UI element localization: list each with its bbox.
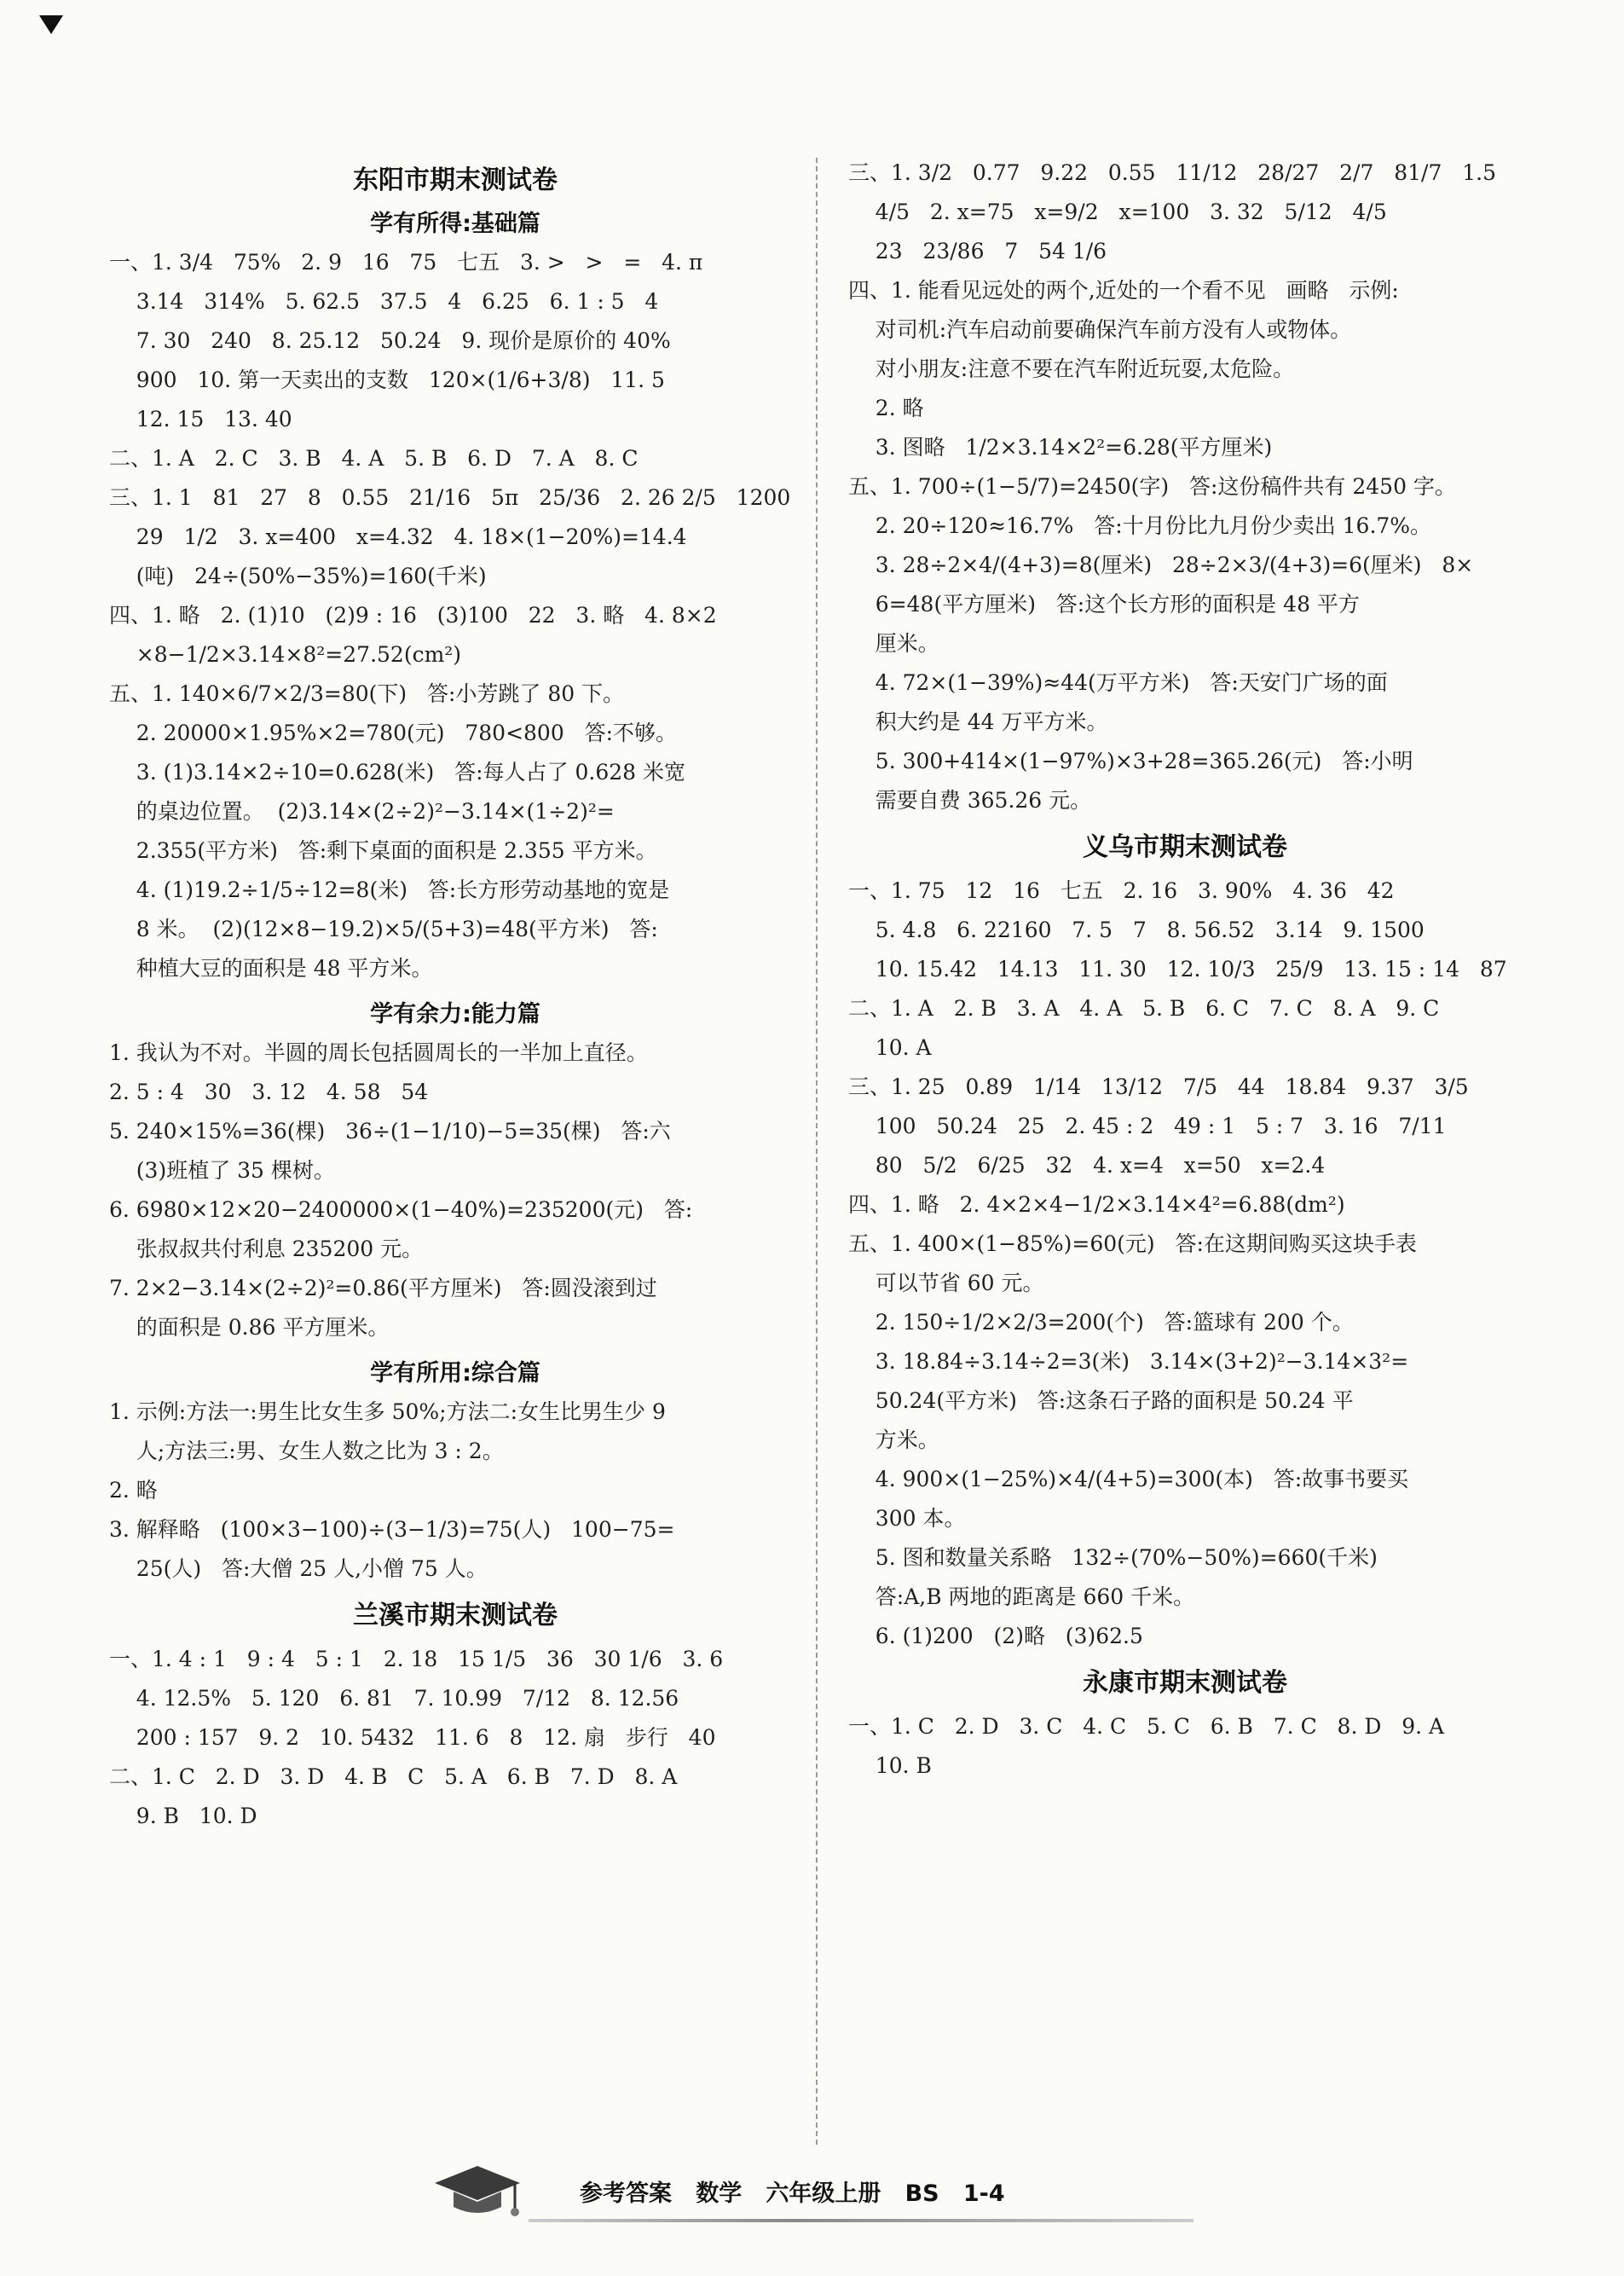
answer-line: 1. 示例:方法一:男生比女生多 50%;方法二:女生比男生少 9 — [109, 1399, 666, 1424]
answer-line: 一、1. 75 12 16 七五 2. 16 3. 90% 4. 36 42 — [848, 878, 1395, 903]
answer-line: 2. 20000×1.95%×2=780(元) 780<800 答:不够。 — [109, 721, 677, 745]
answer-line: 7. 30 240 8. 25.12 50.24 9. 现价是原价的 40% — [109, 328, 671, 353]
answer-line: 100 50.24 25 2. 45 : 2 49 : 1 5 : 7 3. 16 7/11 — [848, 1114, 1447, 1138]
answer-line: 的桌边位置。 (2)3.14×(2÷2)²−3.14×(1÷2)²= — [109, 799, 615, 824]
answer-line: 23 23/86 7 54 1/6 — [848, 239, 1107, 264]
answer-line: 6. 6980×12×20−2400000×(1−40%)=235200(元) 答: — [109, 1197, 693, 1222]
answer-line: 2. 略 — [109, 1478, 158, 1503]
answer-line: 4. 12.5% 5. 120 6. 81 7. 10.99 7/12 8. 12.56 — [109, 1686, 679, 1711]
answer-line: 三、1. 3/2 0.77 9.22 0.55 11/12 28/27 2/7 81/7 1.5 — [848, 160, 1496, 185]
answer-line: 300 本。 — [848, 1506, 966, 1531]
answer-line: 4/5 2. x=75 x=9/2 x=100 3. 32 5/12 4/5 — [848, 200, 1387, 224]
answer-line: 3. 28÷2×4/(4+3)=8(厘米) 28÷2×3/(4+3)=6(厘米) 8× — [848, 553, 1474, 577]
answer-line: 四、1. 略 2. 4×2×4−1/2×3.14×4²=6.88(dm²) — [848, 1192, 1345, 1217]
answer-line: 二、1. C 2. D 3. D 4. B C 5. A 6. B 7. D 8. A — [109, 1764, 678, 1789]
answer-line: 3. 18.84÷3.14÷2=3(米) 3.14×(3+2)²−3.14×3²= — [848, 1349, 1409, 1374]
answer-line: 厘米。 — [848, 631, 939, 656]
answer-line: 7. 2×2−3.14×(2÷2)²=0.86(平方厘米) 答:圆没滚到过 — [109, 1276, 657, 1300]
answer-line: 对小朋友:注意不要在汽车附近玩耍,太危险。 — [848, 356, 1295, 381]
answer-line: 8 米。 (2)(12×8−19.2)×5/(5+3)=48(平方米) 答: — [109, 917, 658, 941]
answer-line: 四、1. 略 2. (1)10 (2)9 : 16 (3)100 22 3. 略 4. 8×2 — [109, 603, 717, 628]
answer-line: 一、1. 4 : 1 9 : 4 5 : 1 2. 18 15 1/5 36 30 1/6 3. 6 — [109, 1647, 724, 1671]
answer-line: 10. A — [848, 1035, 932, 1060]
answer-line: (3)班植了 35 棵树。 — [109, 1158, 335, 1183]
dongyang-comprehensive-answers — [109, 1393, 801, 1589]
answer-line: 五、1. 400×(1−85%)=60(元) 答:在这期间购买这块手表 — [848, 1231, 1417, 1256]
yiwu-answers — [848, 872, 1522, 1656]
answer-line: (吨) 24÷(50%−35%)=160(千米) — [109, 564, 487, 588]
answer-line: 9. B 10. D — [109, 1804, 257, 1828]
answer-line: 3. 图略 1/2×3.14×2²=6.28(平方厘米) — [848, 435, 1273, 460]
answer-line: 50.24(平方米) 答:这条石子路的面积是 50.24 平 — [848, 1388, 1354, 1413]
answer-line: 五、1. 140×6/7×2/3=80(下) 答:小芳跳了 80 下。 — [109, 681, 625, 706]
dongyang-ability-answers — [109, 1034, 801, 1347]
subtitle-basic: 学有所得:基础篇 — [370, 211, 540, 237]
answer-line: 五、1. 700÷(1−5/7)=2450(字) 答:这份稿件共有 2450 字。 — [848, 474, 1456, 499]
answer-line: 可以节省 60 元。 — [848, 1271, 1044, 1295]
dongyang-basic-answers — [109, 243, 801, 988]
answer-line: 二、1. A 2. B 3. A 4. A 5. B 6. C 7. C 8. A 9. C — [848, 996, 1440, 1021]
answer-line: 5. 4.8 6. 22160 7. 5 7 8. 56.52 3.14 9. 1500 — [848, 918, 1425, 942]
answer-line: 答:A,B 两地的距离是 660 千米。 — [848, 1584, 1195, 1609]
answer-line: 5. 300+414×(1−97%)×3+28=365.26(元) 答:小明 — [848, 749, 1413, 773]
answer-line: 张叔叔共付利息 235200 元。 — [109, 1236, 424, 1261]
footer-label: 参考答案 数学 六年级上册 BS 1-4 — [580, 2180, 1005, 2207]
footer-rule — [529, 2219, 1193, 2222]
column-divider — [816, 158, 818, 2145]
left-column — [109, 153, 801, 1836]
lanxi-answers — [109, 1640, 801, 1836]
section-title-lanxi: 兰溪市期末测试卷 — [353, 1601, 558, 1630]
answer-line: 积大约是 44 万平方米。 — [848, 709, 1108, 734]
answer-line: 4. (1)19.2÷1/5÷12=8(米) 答:长方形劳动基地的宽是 — [109, 877, 670, 902]
answer-line: 4. 900×(1−25%)×4/(4+5)=300(本) 答:故事书要买 — [848, 1467, 1409, 1491]
graduation-cap-icon — [426, 2154, 529, 2231]
answer-line: 2. 略 — [848, 396, 924, 420]
lanxi-continued-answers — [848, 153, 1522, 820]
answer-line: 6. (1)200 (2)略 (3)62.5 — [848, 1624, 1143, 1648]
section-title-dongyang: 东阳市期末测试卷 — [353, 165, 558, 195]
answer-line: 5. 240×15%=36(棵) 36÷(1−1/10)−5=35(棵) 答:六 — [109, 1119, 671, 1144]
answer-line: 900 10. 第一天卖出的支数 120×(1/6+3/8) 11. 5 — [109, 368, 665, 392]
answer-line: 四、1. 能看见远处的两个,近处的一个看不见 画略 示例: — [848, 278, 1399, 303]
answer-line: 一、1. C 2. D 3. C 4. C 5. C 6. B 7. C 8. D 9. A — [848, 1714, 1445, 1739]
answer-line: 12. 15 13. 40 — [109, 407, 292, 431]
answer-line: 10. 15.42 14.13 11. 30 12. 10/3 25/9 13. 15 : 14 87 — [848, 957, 1507, 982]
answer-line: 3. 解释略 (100×3−100)÷(3−1/3)=75(人) 100−75= — [109, 1517, 675, 1542]
answer-line: 人;方法三:男、女生人数之比为 3 : 2。 — [109, 1439, 504, 1463]
answer-line: 200 : 157 9. 2 10. 5432 11. 6 8 12. 扇 步行 40 — [109, 1725, 716, 1750]
right-column — [848, 153, 1522, 1786]
answer-line: 3.14 314% 5. 62.5 37.5 4 6.25 6. 1 : 5 4 — [109, 289, 659, 314]
answer-line: 一、1. 3/4 75% 2. 9 16 75 七五 3. > > = 4. π — [109, 250, 703, 275]
answer-line: 1. 我认为不对。半圆的周长包括圆周长的一半加上直径。 — [109, 1040, 648, 1065]
answer-line: 对司机:汽车启动前要确保汽车前方没有人或物体。 — [848, 317, 1352, 342]
answer-line: 2. 20÷120≈16.7% 答:十月份比九月份少卖出 16.7%。 — [848, 513, 1432, 538]
subtitle-comprehensive: 学有所用:综合篇 — [370, 1360, 540, 1387]
answer-line: 10. B — [848, 1753, 932, 1778]
answer-line: ×8−1/2×3.14×8²=27.52(cm²) — [109, 642, 462, 667]
answer-line: 5. 图和数量关系略 132÷(70%−50%)=660(千米) — [848, 1545, 1378, 1570]
page-footer — [409, 2149, 1262, 2243]
answer-line: 三、1. 1 81 27 8 0.55 21/16 5π 25/36 2. 26 2/5 1200 — [109, 485, 791, 510]
answer-line: 4. 72×(1−39%)≈44(万平方米) 答:天安门广场的面 — [848, 670, 1388, 695]
answer-line: 需要自费 365.26 元。 — [848, 788, 1092, 813]
yongkang-answers — [848, 1707, 1522, 1786]
answer-line: 三、1. 25 0.89 1/14 13/12 7/5 44 18.84 9.37 3/5 — [848, 1074, 1469, 1099]
answer-line: 3. (1)3.14×2÷10=0.628(米) 答:每人占了 0.628 米宽 — [109, 760, 686, 785]
answer-line: 29 1/2 3. x=400 x=4.32 4. 18×(1−20%)=14.4 — [109, 524, 687, 549]
subtitle-ability: 学有余力:能力篇 — [370, 1001, 540, 1028]
answer-line: 的面积是 0.86 平方厘米。 — [109, 1315, 390, 1340]
answer-line: 2. 150÷1/2×2/3=200(个) 答:篮球有 200 个。 — [848, 1310, 1354, 1335]
answer-line: 6=48(平方厘米) 答:这个长方形的面积是 48 平方 — [848, 592, 1360, 617]
answer-line: 25(人) 答:大僧 25 人,小僧 75 人。 — [109, 1556, 488, 1581]
answer-line: 2.355(平方米) 答:剩下桌面的面积是 2.355 平方米。 — [109, 838, 657, 863]
corner-triangle-mark — [39, 15, 63, 34]
section-title-yiwu: 义乌市期末测试卷 — [1083, 832, 1287, 862]
section-title-yongkang: 永康市期末测试卷 — [1083, 1668, 1287, 1698]
answer-line: 种植大豆的面积是 48 平方米。 — [109, 956, 433, 981]
answer-line: 二、1. A 2. C 3. B 4. A 5. B 6. D 7. A 8. C — [109, 446, 639, 471]
answer-line: 80 5/2 6/25 32 4. x=4 x=50 x=2.4 — [848, 1153, 1326, 1178]
answer-line: 2. 5 : 4 30 3. 12 4. 58 54 — [109, 1080, 429, 1104]
answer-line: 方米。 — [848, 1428, 939, 1452]
